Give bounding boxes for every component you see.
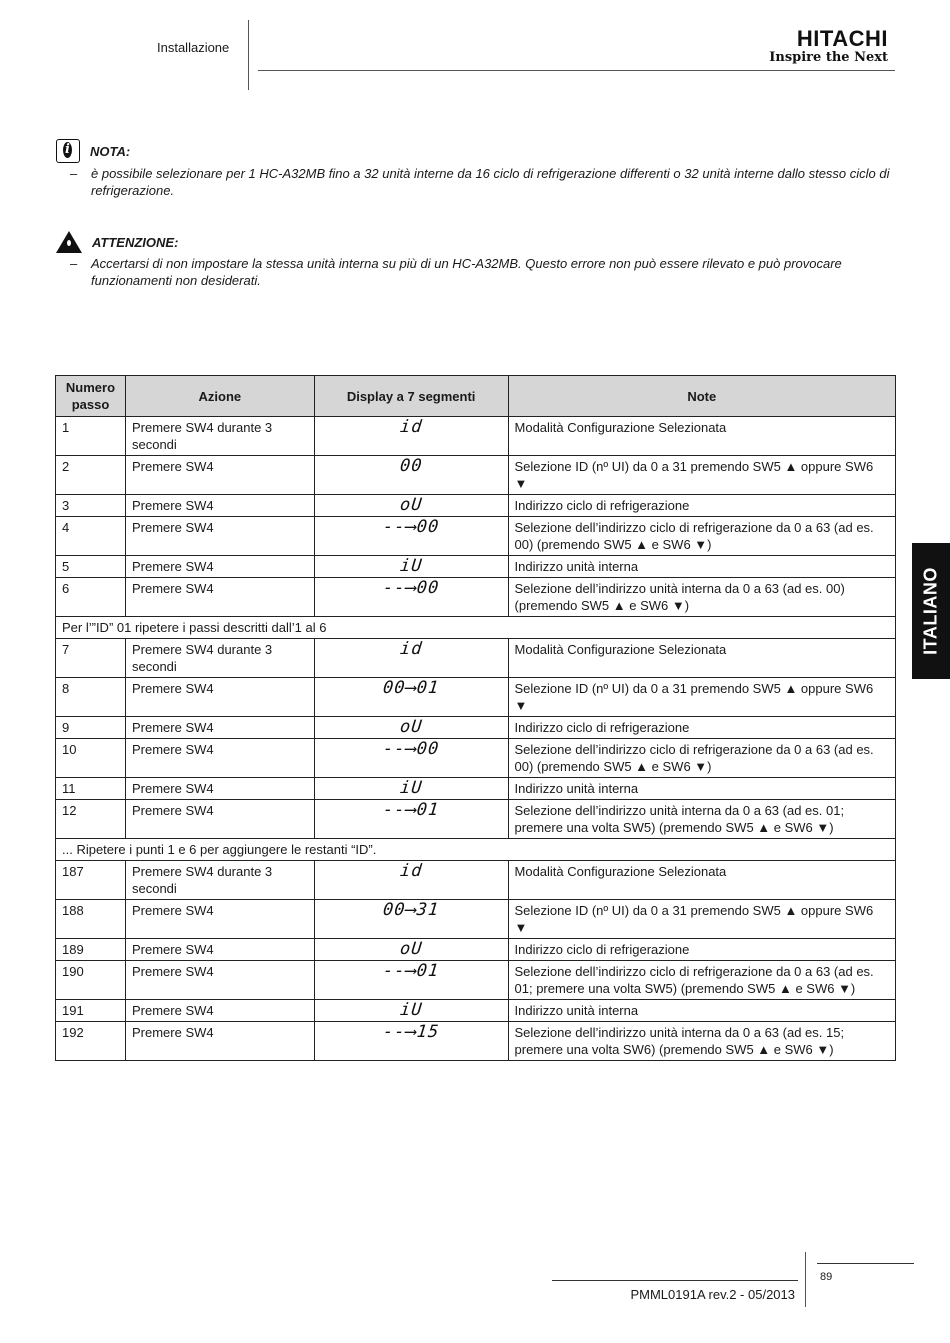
- seven-segment-display: --⟶00: [382, 578, 441, 598]
- seven-segment-display: iU: [398, 556, 424, 576]
- header-step: Numero passo: [56, 376, 126, 417]
- step-number: 10: [56, 739, 126, 778]
- seven-segment-display: --⟶01: [382, 961, 441, 981]
- step-number: 6: [56, 578, 126, 617]
- warning-title: ATTENZIONE:: [92, 234, 179, 250]
- step-note: Selezione dell’indirizzo ciclo di refrigerazione da 0 a 63 (ad es. 01; premere una volta SW5) (premendo SW5 ▲ e SW6 ▼): [508, 961, 895, 1000]
- step-note: Modalità Configurazione Selezionata: [508, 861, 895, 900]
- step-number: 3: [56, 495, 126, 517]
- section-title: Installazione: [157, 40, 230, 55]
- note-title: NOTA:: [90, 143, 131, 159]
- step-action: Premere SW4: [125, 961, 314, 1000]
- step-note: Selezione ID (nº UI) da 0 a 31 premendo SW5 ▲ oppure SW6 ▼: [508, 900, 895, 939]
- step-note: Selezione dell’indirizzo unità interna da 0 a 63 (ad es. 15; premere una volta SW6) (premendo SW5 ▲ e SW6 ▼): [508, 1022, 895, 1061]
- step-note: Selezione dell’indirizzo ciclo di refrigerazione da 0 a 63 (ad es. 00) (premendo SW5 ▲ e SW6 ▼): [508, 739, 895, 778]
- step-note: Selezione ID (nº UI) da 0 a 31 premendo SW5 ▲ oppure SW6 ▼: [508, 678, 895, 717]
- repeat-instruction: Per l’”ID” 01 ripetere i passi descritti dall’1 al 6: [56, 617, 896, 639]
- step-number: 12: [56, 800, 126, 839]
- warning-icon: [56, 231, 82, 253]
- seven-segment-display: --⟶01: [382, 800, 441, 820]
- table-row: [56, 778, 896, 800]
- step-note: Modalità Configurazione Selezionata: [508, 417, 895, 456]
- step-action: Premere SW4: [125, 456, 314, 495]
- header-divider-vertical: [248, 20, 249, 90]
- table-row: [56, 417, 896, 456]
- warning-text: Accertarsi di non impostare la stessa unità interna su più di un HC-A32MB. Questo errore non può essere rilevato e può provocare funzionamenti non desiderati.: [91, 256, 842, 288]
- seven-segment-display: oU: [398, 717, 424, 737]
- table-row: [56, 900, 896, 939]
- note-text: è possibile selezionare per 1 HC-A32MB fino a 32 unità interne da 16 ciclo di refrigerazione differenti o 32 unità interne dallo stesso ciclo di refrigerazione.: [91, 166, 890, 198]
- table-row: [56, 961, 896, 1000]
- step-note: Selezione ID (nº UI) da 0 a 31 premendo SW5 ▲ oppure SW6 ▼: [508, 456, 895, 495]
- step-action: Premere SW4: [125, 1000, 314, 1022]
- step-action: Premere SW4 durante 3 secondi: [125, 861, 314, 900]
- seven-segment-display: iU: [398, 1000, 424, 1020]
- brand-tagline: Inspire the Next: [769, 50, 888, 65]
- step-number: 187: [56, 861, 126, 900]
- seven-segment-display: id: [398, 861, 424, 881]
- table-row: [56, 1022, 896, 1061]
- table-row: [56, 578, 896, 617]
- document-code: PMML0191A rev.2 - 05/2013: [630, 1287, 795, 1302]
- step-action: Premere SW4: [125, 900, 314, 939]
- table-span-row: [56, 839, 896, 861]
- seven-segment-display: id: [398, 639, 424, 659]
- seven-segment-display: iU: [398, 778, 424, 798]
- footer-divider-page: [817, 1263, 914, 1264]
- step-action: Premere SW4: [125, 678, 314, 717]
- step-note: Indirizzo ciclo di refrigerazione: [508, 495, 895, 517]
- step-action: Premere SW4: [125, 717, 314, 739]
- step-note: Selezione dell’indirizzo unità interna da 0 a 63 (ad es. 01; premere una volta SW5) (premendo SW5 ▲ e SW6 ▼): [508, 800, 895, 839]
- table-row: [56, 717, 896, 739]
- table-row: [56, 1000, 896, 1022]
- step-note: Modalità Configurazione Selezionata: [508, 639, 895, 678]
- step-number: 191: [56, 1000, 126, 1022]
- brand-name: HITACHI: [796, 26, 888, 51]
- table-row: [56, 939, 896, 961]
- seven-segment-display: --⟶00: [382, 739, 441, 759]
- note-block: [56, 139, 896, 199]
- step-action: Premere SW4: [125, 778, 314, 800]
- step-note: Indirizzo unità interna: [508, 1000, 895, 1022]
- seven-segment-display: --⟶00: [382, 517, 441, 537]
- table-row: [56, 678, 896, 717]
- table-row: [56, 456, 896, 495]
- step-action: Premere SW4: [125, 495, 314, 517]
- seven-segment-display: oU: [398, 495, 424, 515]
- warning-dash: –: [70, 256, 78, 271]
- step-action: Premere SW4: [125, 939, 314, 961]
- step-note: Indirizzo unità interna: [508, 778, 895, 800]
- step-number: 192: [56, 1022, 126, 1061]
- step-action: Premere SW4: [125, 800, 314, 839]
- repeat-instruction: ... Ripetere i punti 1 e 6 per aggiungere le restanti “ID”.: [56, 839, 896, 861]
- seven-segment-display: 00⟶01: [382, 678, 441, 698]
- info-icon: i: [56, 139, 80, 163]
- step-number: 11: [56, 778, 126, 800]
- step-note: Indirizzo ciclo di refrigerazione: [508, 717, 895, 739]
- header-divider-horizontal: [258, 70, 895, 71]
- header-display: Display a 7 segmenti: [314, 376, 508, 417]
- table-header-row: [56, 376, 896, 417]
- language-tab-label: ITALIANO: [920, 567, 941, 655]
- seven-segment-display: 00: [398, 456, 424, 476]
- seven-segment-display: --⟶15: [382, 1022, 441, 1042]
- table-row: [56, 861, 896, 900]
- step-note: Selezione dell’indirizzo unità interna da 0 a 63 (ad es. 00) (premendo SW5 ▲ e SW6 ▼): [508, 578, 895, 617]
- header-action: Azione: [125, 376, 314, 417]
- step-note: Selezione dell’indirizzo ciclo di refrigerazione da 0 a 63 (ad es. 00) (premendo SW5 ▲ e SW6 ▼): [508, 517, 895, 556]
- note-dash: –: [70, 166, 78, 181]
- language-tab: [912, 543, 950, 679]
- step-number: 7: [56, 639, 126, 678]
- step-action: Premere SW4 durante 3 secondi: [125, 639, 314, 678]
- step-number: 188: [56, 900, 126, 939]
- table-row: [56, 800, 896, 839]
- step-number: 189: [56, 939, 126, 961]
- table-row: [56, 556, 896, 578]
- step-number: 1: [56, 417, 126, 456]
- step-action: Premere SW4: [125, 739, 314, 778]
- table-row: [56, 495, 896, 517]
- step-number: 9: [56, 717, 126, 739]
- brand-logo: [769, 28, 888, 66]
- step-action: Premere SW4: [125, 517, 314, 556]
- table-row: [56, 639, 896, 678]
- seven-segment-display: 00⟶31: [382, 900, 441, 920]
- steps-table: [55, 375, 896, 1061]
- table-row: [56, 517, 896, 556]
- seven-segment-display: oU: [398, 939, 424, 959]
- table-span-row: [56, 617, 896, 639]
- step-action: Premere SW4: [125, 1022, 314, 1061]
- step-number: 8: [56, 678, 126, 717]
- step-action: Premere SW4: [125, 556, 314, 578]
- seven-segment-display: id: [398, 417, 424, 437]
- footer-divider: [552, 1280, 798, 1281]
- step-note: Indirizzo unità interna: [508, 556, 895, 578]
- footer-divider-vertical: [805, 1252, 806, 1307]
- step-number: 4: [56, 517, 126, 556]
- table-row: [56, 739, 896, 778]
- page-number: 89: [820, 1271, 833, 1283]
- step-number: 190: [56, 961, 126, 1000]
- step-number: 5: [56, 556, 126, 578]
- step-action: Premere SW4: [125, 578, 314, 617]
- warning-block: [56, 231, 896, 289]
- step-action: Premere SW4 durante 3 secondi: [125, 417, 314, 456]
- step-note: Indirizzo ciclo di refrigerazione: [508, 939, 895, 961]
- step-number: 2: [56, 456, 126, 495]
- header-note: Note: [508, 376, 895, 417]
